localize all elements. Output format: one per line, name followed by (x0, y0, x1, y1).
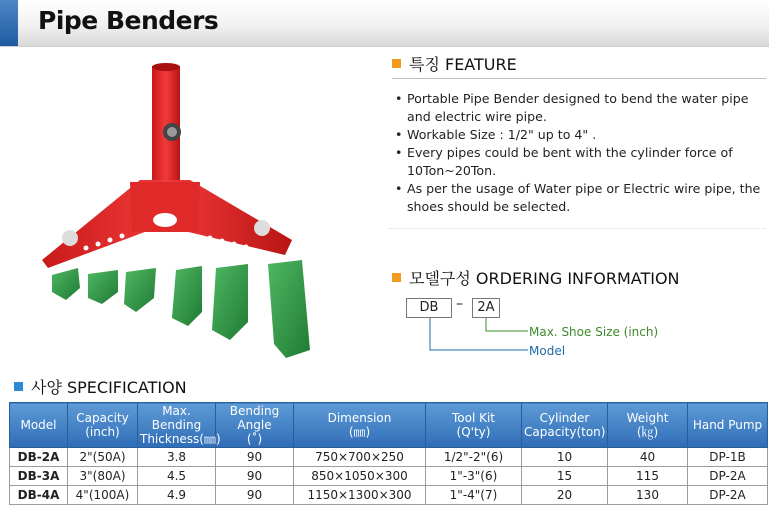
square-bullet-icon (392, 59, 401, 68)
table-cell: 115 (608, 467, 688, 486)
table-cell: 1"-4"(7) (426, 486, 522, 505)
column-header: Weight (㎏) (608, 403, 688, 448)
column-header: Tool Kit (Q'ty) (426, 403, 522, 448)
feature-heading (392, 52, 517, 75)
size-code-box: 2A (472, 298, 500, 318)
spec-heading (14, 375, 187, 398)
square-bullet-icon (14, 382, 23, 391)
table-cell: DB-2A (10, 448, 68, 467)
model-note: Model (529, 344, 566, 358)
table-cell: 1"-3"(6) (426, 467, 522, 486)
column-header: Cylinder Capacity(ton) (522, 403, 608, 448)
column-header: Model (10, 403, 68, 448)
feature-item: • As per the usage of Water pipe or Electric wire pipe, the shoes should be selected. (393, 180, 765, 216)
column-header: Capacity (inch) (68, 403, 138, 448)
ordering-leader-lines (420, 318, 530, 358)
table-row (10, 486, 768, 505)
table-cell: 130 (608, 486, 688, 505)
column-header: Max. Bending Thickness(㎜) (138, 403, 216, 448)
table-cell: 90 (216, 486, 294, 505)
column-header: Dimension (㎜) (294, 403, 426, 448)
table-cell: DP-2A (688, 486, 768, 505)
table-cell: 2"(50A) (68, 448, 138, 467)
feature-list (393, 90, 765, 216)
table-cell: 90 (216, 467, 294, 486)
table-cell: 20 (522, 486, 608, 505)
table-cell: 850×1050×300 (294, 467, 426, 486)
table-cell: 40 (608, 448, 688, 467)
table-row (10, 448, 768, 467)
table-cell: DB-3A (10, 467, 68, 486)
pipe-bender-illustration (30, 60, 360, 370)
model-code-box: DB (406, 298, 452, 318)
specification-table (9, 402, 768, 505)
table-cell: 1150×1300×300 (294, 486, 426, 505)
table-cell: 10 (522, 448, 608, 467)
feature-heading-text: 특징 FEATURE (409, 55, 517, 74)
page-title: Pipe Benders (38, 6, 219, 35)
table-row (10, 467, 768, 486)
column-header: Bending Angle (˚) (216, 403, 294, 448)
ordering-heading-text: 모델구성 ORDERING INFORMATION (409, 269, 680, 288)
bending-shoes (52, 260, 310, 358)
feature-item: • Every pipes could be bent with the cylinder force of 10Ton~20Ton. (393, 144, 765, 180)
table-cell: 1/2"-2"(6) (426, 448, 522, 467)
feature-item: • Portable Pipe Bender designed to bend the water pipe and electric wire pipe. (393, 90, 765, 126)
page-header (0, 0, 769, 47)
header-accent-bar (0, 0, 18, 46)
table-cell: 15 (522, 467, 608, 486)
spec-heading-text: 사양 SPECIFICATION (31, 378, 187, 397)
table-cell: 4.5 (138, 467, 216, 486)
feature-divider (392, 78, 766, 79)
size-note: Max. Shoe Size (inch) (529, 325, 659, 339)
table-cell: 4.9 (138, 486, 216, 505)
column-header: Hand Pump (688, 403, 768, 448)
feature-item: • Workable Size : 1/2" up to 4" . (393, 126, 765, 144)
table-cell: 3.8 (138, 448, 216, 467)
hydraulic-cylinder (152, 63, 181, 186)
table-header-row (10, 403, 768, 448)
table-cell: DB-4A (10, 486, 68, 505)
table-cell: 750×700×250 (294, 448, 426, 467)
table-cell: 4"(100A) (68, 486, 138, 505)
ordering-heading (392, 266, 680, 289)
table-cell: DP-2A (688, 467, 768, 486)
code-separator: – (456, 296, 463, 312)
table-cell: DP-1B (688, 448, 768, 467)
table-cell: 3"(80A) (68, 467, 138, 486)
bender-frame (42, 180, 292, 268)
table-cell: 90 (216, 448, 294, 467)
square-bullet-icon (392, 273, 401, 282)
